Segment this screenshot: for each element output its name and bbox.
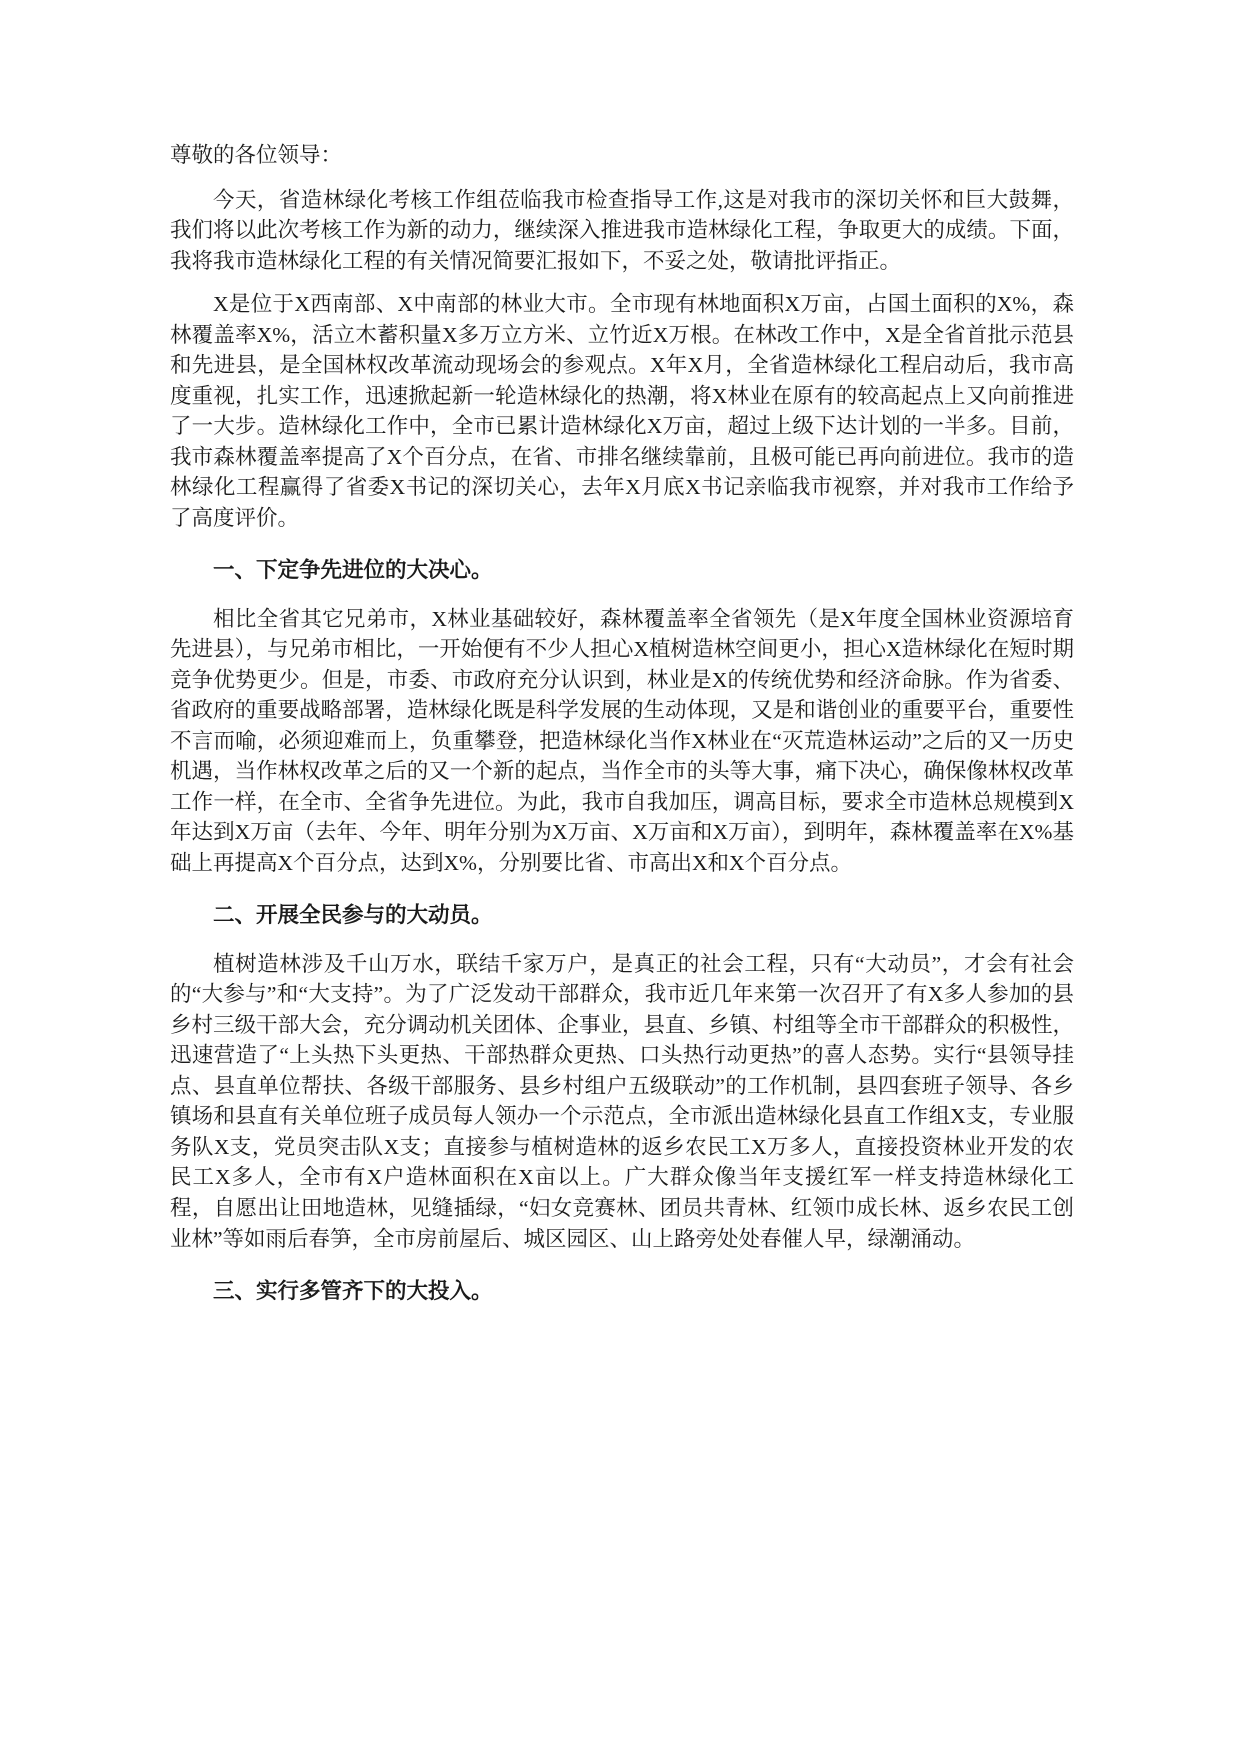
section-heading-3: 三、实行多管齐下的大投入。: [213, 1279, 493, 1304]
paragraph-section-2: 植树造林涉及千山万水，联结千家万户，是真正的社会工程，只有“大动员”，才会有社会的“大参与”和“大支持”。为了广泛发动干部群众，我市近几年来第一次召开了有X多人参加的县乡村三级干部大会，充分调动机关团体、企事业，县直、乡镇、村组等全市干部群众的积极性，迅速营造了“上头热下头更热、干部热群众更热、口头热行动更热”的喜人态势。实行“县领导挂点、县直单位帮扶、各级干部服务、县乡村组户五级联动”的工作机制，县四套班子领导、各乡镇场和县直有关单位班子成员每人领办一个示范点，全市派出造林绿化县直工作组X支，专业服务队X支，党员突击队X支；直接参与植树造林的返乡农民工X万多人，直接投资林业开发的农民工X多人，全市有X户造林面积在X亩以上。广大群众像当年支援红军一样支持造林绿化工程，自愿出让田地造林，见缝插绿，“妇女竞赛林、团员共青林、红领巾成长林、返乡农民工创业林”等如雨后春笋，全市房前屋后、城区园区、山上路旁处处春催人早，绿潮涌动。: [170, 951, 1074, 1251]
salutation: 尊敬的各位领导：: [170, 143, 343, 167]
paragraph-intro: 今天，省造林绿化考核工作组莅临我市检查指导工作,这是对我市的深切关怀和巨大鼓舞，我们将以此次考核工作为新的动力，继续深入推进我市造林绿化工程，争取更大的成绩。下面，我将我市造林绿化工程的有关情况简要汇报如下，不妥之处，敬请批评指正。: [170, 187, 1074, 273]
section-heading-2: 二、开展全民参与的大动员。: [213, 903, 493, 928]
section-heading-1: 一、下定争先进位的大决心。: [213, 558, 493, 583]
paragraph-section-1: 相比全省其它兄弟市，X林业基础较好，森林覆盖率全省领先（是X年度全国林业资源培育先进县），与兄弟市相比，一开始便有不少人担心X植树造林空间更小，担心X造林绿化在短时期竞争优势更少。但是，市委、市政府充分认识到，林业是X的传统优势和经济命脉。作为省委、省政府的重要战略部署，造林绿化既是科学发展的生动体现，又是和谐创业的重要平台，重要性不言而喻，必须迎难而上，负重攀登，把造林绿化当作X林业在“灭荒造林运动”之后的又一历史机遇，当作林权改革之后的又一个新的起点，当作全市的头等大事，痛下决心，确保像林权改革工作一样，在全市、全省争先进位。为此，我市自我加压，调高目标，要求全市造林总规模到X年达到X万亩（去年、今年、明年分别为X万亩、X万亩和X万亩），到明年，森林覆盖率在X%基础上再提高X个百分点，达到X%，分别要比省、市高出X和X个百分点。: [170, 606, 1074, 875]
paragraph-overview: X是位于X西南部、X中南部的林业大市。全市现有林地面积X万亩，占国土面积的X%，森林覆盖率X%，活立木蓄积量X多万立方米、立竹近X万根。在林改工作中，X是全省首批示范县和先进县，是全国林权改革流动现场会的参观点。X年X月，全省造林绿化工程启动后，我市高度重视，扎实工作，迅速掀起新一轮造林绿化的热潮，将X林业在原有的较高起点上又向前推进了一大步。造林绿化工作中，全市已累计造林绿化X万亩，超过上级下达计划的一半多。目前，我市森林覆盖率提高了X个百分点，在省、市排名继续靠前，且极可能已再向前进位。我市的造林绿化工程赢得了省委X书记的深切关心，去年X月底X书记亲临我市视察，并对我市工作给予了高度评价。: [170, 292, 1074, 530]
